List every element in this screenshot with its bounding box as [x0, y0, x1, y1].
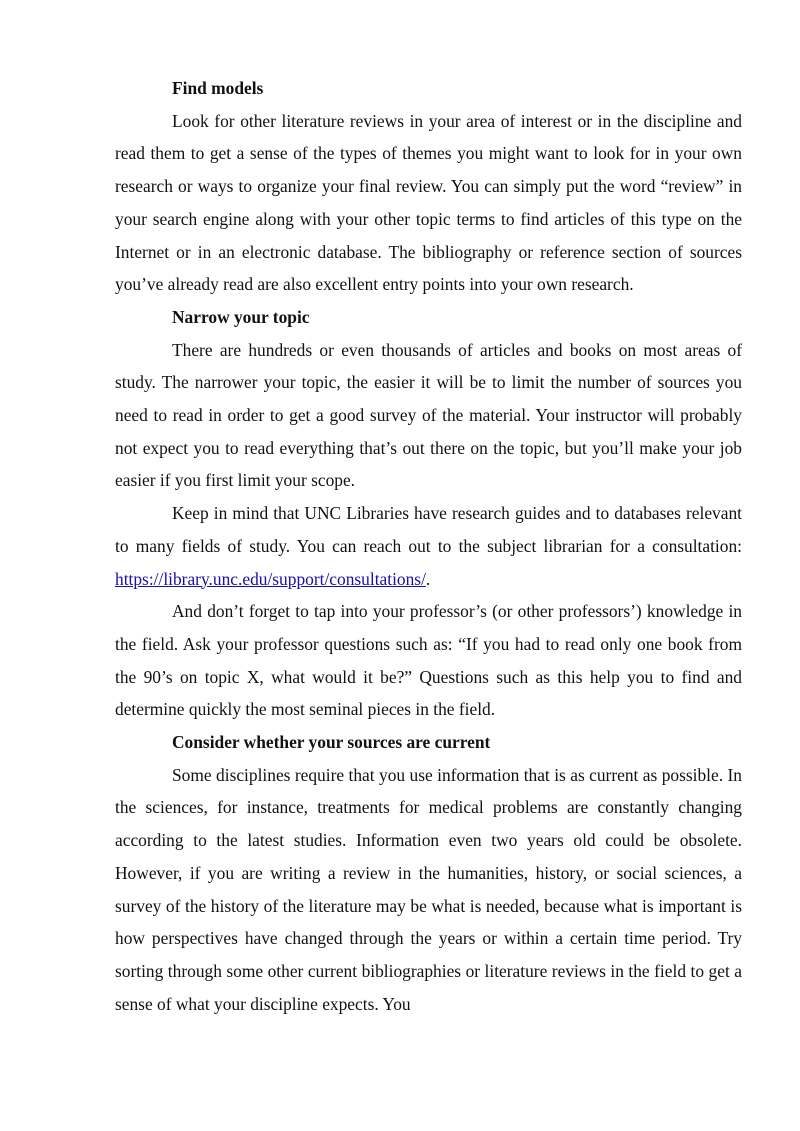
paragraph-find-models: Look for other literature reviews in your area of interest or in the discipline and read them to get a sense of the types of themes you might want to look for in your own research or ways to organize your final review. You can simply put the word “review” in your search engine along with your other topic terms to find articles of this type on the Internet or in an electronic database. The bibliography or reference section of sources you’ve already read are also excellent entry points into your own research. [115, 110, 742, 295]
section-heading-current-sources: Consider whether your sources are current [172, 732, 491, 753]
paragraph-unc-libraries [115, 497, 742, 595]
consultations-link[interactable]: https://library.unc.edu/support/consultations/ [115, 568, 426, 589]
section-heading-narrow-topic: Narrow your topic [172, 306, 310, 327]
paragraph-narrow-topic: There are hundreds or even thousands of articles and books on most areas of study. The narrower your topic, the easier it will be to limit the number of sources you need to read in order to get a good survey of the material. Your instructor will probably not expect you to read everything that’s out there on the topic, but you’ll make your job easier if you first limit your scope. [115, 339, 742, 491]
text-after-link: . [425, 568, 431, 589]
paragraph-professor-knowledge: And don’t forget to tap into your professor’s (or other professors’) knowledge in the field. Ask your professor questions such as: “If you had to read only one book from the 90’s on topic X, what would it be?” Questions such as this help you to find and determine quickly the most seminal pieces in the field. [115, 601, 742, 720]
section-heading-find-models: Find models [172, 78, 264, 98]
paragraph-current-sources: Some disciplines require that you use information that is as current as possible. In the sciences, for instance, treatments for medical problems are constantly changing according to the latest studies. Information even two years old could be obsolete. However, if you are writing a review in the humanities, history, or social sciences, a survey of the history of the literature may be what is needed, because what is important is how perspectives have changed through the years or within a certain time period. Try sorting through some other current bibliographies or literature reviews in the field to get a sense of what your discipline expects. You [115, 764, 742, 1014]
document-page [115, 72, 742, 1020]
text-before-link: Keep in mind that UNC Libraries have research guides and to databases relevant to many fields of study. You can reach out to the subject librarian for a consultation: [115, 503, 742, 556]
